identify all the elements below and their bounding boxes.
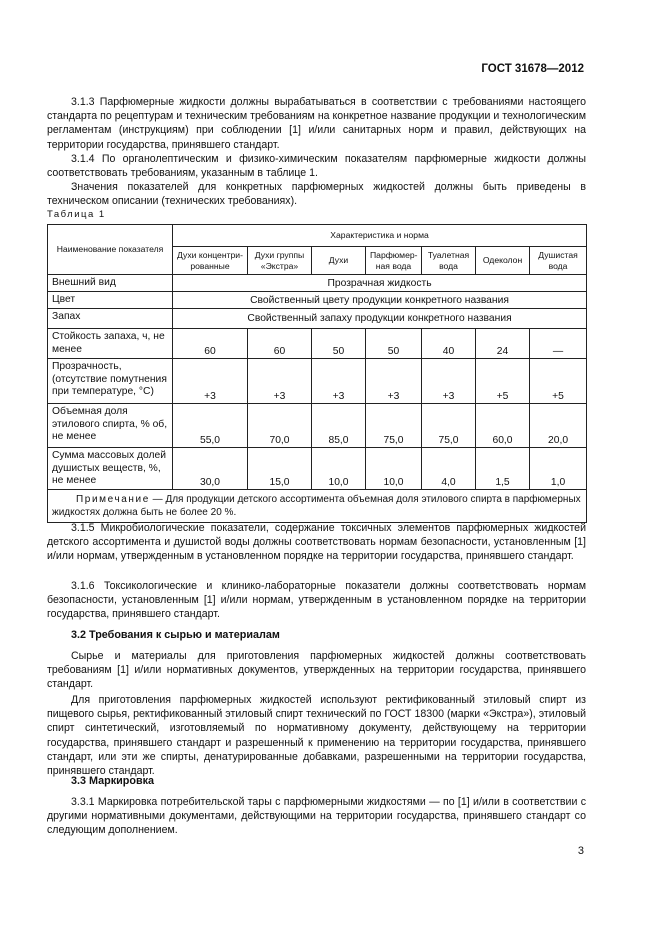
row-label: Внешний вид xyxy=(48,275,173,292)
table-row xyxy=(48,309,587,329)
table-header-col: Духи концентри-рованные xyxy=(173,247,248,275)
table-row xyxy=(48,329,587,359)
paragraph-3-1-3: 3.1.3 Парфюмерные жидкости должны вырабатываться в соответствии с требованиями настоящего стандарта по рецептурам и техническим требованиям на конкретное название продукции и технологическим регламентам (инструкциям) при соблюдении [1] и/или санитарных норм и правил, действующих на территории государства, принявшего стандарт. xyxy=(47,96,586,151)
paragraph-3-3-1: 3.3.1 Маркировка потребительской тары с парфюмерными жидкостями — по [1] и/или в соответствии с другими нормативными документами, действующими на территории государства, принявшего стандарт со следующим дополнением. xyxy=(47,796,586,837)
paragraph-3-2-alcohol: Для приготовления парфюмерных жидкостей используют ректификованный этиловый спирт из пищевого сырья, ректификованный этиловый спирт технический по ГОСТ 18300 (марки «Экстра»), этиловый спирт синтетический, изготовляемый по нормативному документу, действующему на территории государства, принявшего стандарт и разрешенный к применению на территории государства, принявшего стандарт, или эти же спирты, денатурированные добавками, разрешенными на территории государства, принявшего стандарт. xyxy=(47,694,586,778)
cell: 50 xyxy=(366,329,422,359)
row-label: Сумма массовых долей душистых веществ, %, не менее xyxy=(48,448,173,490)
cell: 1,5 xyxy=(476,448,530,490)
table-header-indicator: Наименование показателя xyxy=(48,225,173,275)
cell: 10,0 xyxy=(366,448,422,490)
cell: 50 xyxy=(312,329,366,359)
row-value: Свойственный запаху продукции конкретного названия xyxy=(173,309,587,329)
cell: 55,0 xyxy=(173,404,248,448)
table-header-col: Одеколон xyxy=(476,247,530,275)
table-caption: Таблица 1 xyxy=(47,209,106,220)
cell: 85,0 xyxy=(312,404,366,448)
cell: 70,0 xyxy=(248,404,312,448)
table-header-col: Духи xyxy=(312,247,366,275)
table-header-group: Характеристика и норма xyxy=(173,225,587,247)
table-row xyxy=(48,448,587,490)
cell: 1,0 xyxy=(530,448,587,490)
row-label: Стойкость запаха, ч, не менее xyxy=(48,329,173,359)
cell: +5 xyxy=(530,359,587,404)
row-label: Объемная доля этилового спирта, % об, не менее xyxy=(48,404,173,448)
cell: 24 xyxy=(476,329,530,359)
cell: 40 xyxy=(422,329,476,359)
row-label: Запах xyxy=(48,309,173,329)
note-label: Примечание xyxy=(76,494,150,505)
cell: +3 xyxy=(366,359,422,404)
table-header-col: Парфюмер-ная вода xyxy=(366,247,422,275)
cell: +3 xyxy=(173,359,248,404)
cell: +3 xyxy=(312,359,366,404)
cell: 75,0 xyxy=(366,404,422,448)
table-note-row xyxy=(48,490,587,523)
cell: +3 xyxy=(422,359,476,404)
table-note xyxy=(48,490,587,523)
document-header-id: ГОСТ 31678—2012 xyxy=(481,63,584,75)
cell: 75,0 xyxy=(422,404,476,448)
section-heading-3-2: 3.2 Требования к сырью и материалам xyxy=(71,629,280,641)
paragraph-3-1-6: 3.1.6 Токсикологические и клинико-лабораторные показатели должны соответствовать нормам безопасности, установленным [1] и/или нормам, утвержденным в установленном порядке на территории государства, принявшего стандарт. xyxy=(47,580,586,621)
table-header-col: Духи группы «Экстра» xyxy=(248,247,312,275)
row-value: Прозрачная жидкость xyxy=(173,275,587,292)
paragraph-3-1-4: 3.1.4 По органолептическим и физико-химическим показателям парфюмерные жидкости должны соответствовать требованиям, указанным в таблице 1. xyxy=(47,153,586,180)
paragraph-3-2-materials: Сырье и материалы для приготовления парфюмерных жидкостей должны соответствовать требованиям [1] и/или нормативных документов, утвержденных на территории государства, принявшего стандарт. xyxy=(47,650,586,691)
cell: 60 xyxy=(173,329,248,359)
cell: 4,0 xyxy=(422,448,476,490)
cell: 60,0 xyxy=(476,404,530,448)
note-text: — Для продукции детского ассортимента объемная доля этилового спирта в парфюмерных жидкостях должна быть не более 20 %. xyxy=(52,494,581,518)
cell: +5 xyxy=(476,359,530,404)
cell: 20,0 xyxy=(530,404,587,448)
cell: 60 xyxy=(248,329,312,359)
row-label: Цвет xyxy=(48,292,173,309)
page-number: 3 xyxy=(577,845,584,857)
row-label: Прозрачность, (отсутствие помутнения при температуре, °С) xyxy=(48,359,173,404)
cell: — xyxy=(530,329,587,359)
table-row xyxy=(48,359,587,404)
table-row xyxy=(48,404,587,448)
table-row xyxy=(48,292,587,309)
cell: 30,0 xyxy=(173,448,248,490)
table-header-col: Туалетная вода xyxy=(422,247,476,275)
cell: 15,0 xyxy=(248,448,312,490)
paragraph-3-1-5: 3.1.5 Микробиологические показатели, содержание токсичных элементов парфюмерных жидкостей детского ассортимента и душистой воды должны соответствовать нормам безопасности, установленным [1] и/или нормам, утвержденным в установленном порядке на территории государства, принявшего стандарт. xyxy=(47,522,586,563)
section-heading-3-3: 3.3 Маркировка xyxy=(71,775,155,787)
table-row xyxy=(48,275,587,292)
cell: +3 xyxy=(248,359,312,404)
row-value: Свойственный цвету продукции конкретного названия xyxy=(173,292,587,309)
table-header-col: Душистая вода xyxy=(530,247,587,275)
requirements-table xyxy=(47,224,587,523)
paragraph-3-1-4-values: Значения показателей для конкретных парфюмерных жидкостей должны быть приведены в техническом описании (технических требованиях). xyxy=(47,181,586,208)
cell: 10,0 xyxy=(312,448,366,490)
